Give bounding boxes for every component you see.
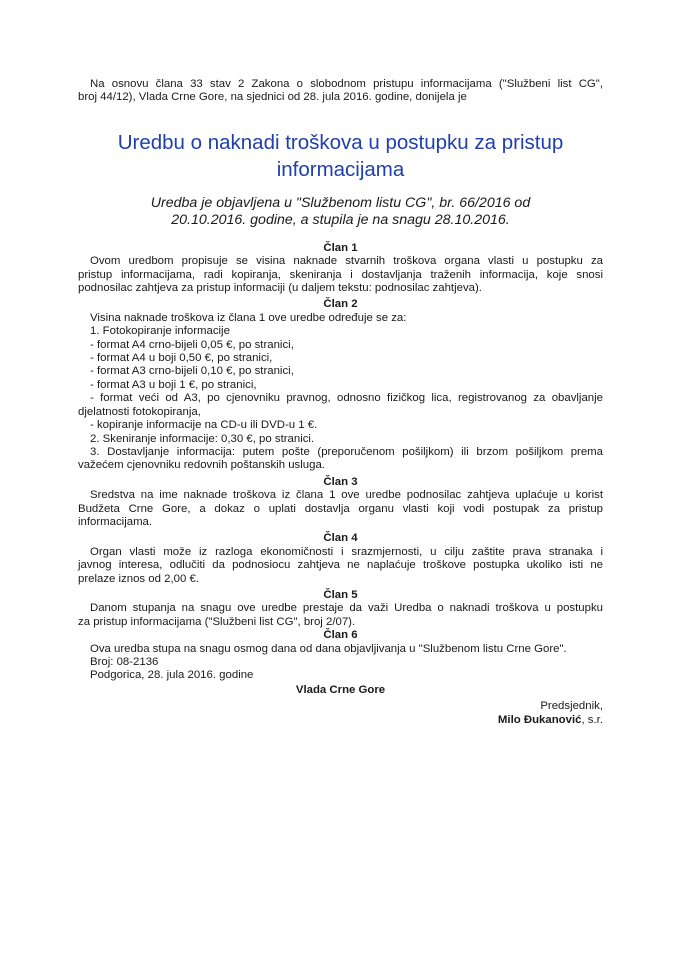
list-item: - format veći od A3, po cjenovniku pravnog, odnosno fizičkog lica, registrovanog za obavljanje xyxy=(90,392,603,405)
article-3 xyxy=(78,476,603,530)
text-line: Budžeta Crne Gore, a dokaz o uplati dostavlja organu vlasti koji vodi postupak za pristup xyxy=(78,502,603,515)
list-item: - format A4 u boji 0,50 €, po stranici, xyxy=(90,352,273,365)
document-number: Broj: 08-2136 xyxy=(90,656,159,668)
government-name: Vlada Crne Gore xyxy=(295,683,386,696)
text-line: važećem cjenovniku redovnih poštanskih usluga. xyxy=(78,459,325,472)
place-date: Podgorica, 28. jula 2016. godine xyxy=(90,669,254,682)
list-item: 2. Skeniranje informacije: 0,30 €, po stranici. xyxy=(90,432,315,445)
text-line: podnosilac zahtjeva za pristup informaciji (u daljem tekstu: podnosilac zahtjeva). xyxy=(78,282,482,295)
text-line: Danom stupanja na snagu ove uredbe prestaje da važi Uredba o naknadi troškova u postupku xyxy=(90,602,603,615)
signer-name: Milo Đukanović xyxy=(497,713,582,726)
text-line: Ovom uredbom propisuje se visina naknade stvarnih troškova organa vlasti u postupku za xyxy=(90,255,603,268)
intro-line: Na osnovu člana 33 stav 2 Zakona o slobodnom pristupu informacijama ("Službeni list CG", xyxy=(90,78,603,90)
text-line: informacijama. xyxy=(78,515,153,528)
list-item: 3. Dostavljanje informacija: putem pošte (preporučenom pošiljkom) ili brzom pošiljkom prema xyxy=(90,445,603,458)
signer-suffix: , s.r. xyxy=(581,713,603,726)
document-page xyxy=(78,78,603,727)
text-line: djelatnosti fotokopiranja, xyxy=(78,405,201,418)
article-heading: Član 5 xyxy=(323,588,358,601)
text-line: Sredstva na ime naknade troškova iz člana 1 ove uredbe podnosilac zahtjeva uplaćuje u korist xyxy=(90,489,603,502)
article-heading: Član 6 xyxy=(323,629,358,642)
text-line: javnog interesa, odlučiti da podnosiocu zahtjeva ne naplaćuje troškove postupka ukoliko isti ne xyxy=(78,559,603,572)
title-line: Uredbu o naknadi troškova u postupku za pristup xyxy=(117,130,564,154)
signer-title: Predsjednik, xyxy=(540,700,603,713)
signature-block xyxy=(78,700,603,727)
article-6 xyxy=(78,629,603,656)
article-heading: Član 3 xyxy=(323,475,358,488)
list-item: 1. Fotokopiranje informacije xyxy=(90,325,230,338)
intro-line: broj 44/12), Vlada Crne Gore, na sjednici od 28. jula 2016. godine, donijela je xyxy=(78,91,467,104)
article-heading: Član 1 xyxy=(323,241,358,254)
list-item: - kopiranje informacije na CD-u ili DVD-u 1 €. xyxy=(90,419,318,432)
article-5 xyxy=(78,589,603,629)
subtitle-line: Uredba je objavljena u "Službenom listu CG", br. 66/2016 od xyxy=(150,194,531,211)
subtitle-line: 20.10.2016. godine, a stupila je na snagu 28.10.2016. xyxy=(171,211,510,228)
text-line: prelaze iznos od 2,00 €. xyxy=(78,572,199,585)
list-item: - format A3 crno-bijeli 0,10 €, po stranici, xyxy=(90,365,294,378)
text-line: Visina naknade troškova iz člana 1 ove uredbe određuje se za: xyxy=(90,311,407,324)
text-line: pristup informacijama, radi kopiranja, skeniranja i dostavljanja traženih informacija, koje snosi xyxy=(78,268,603,281)
article-1 xyxy=(78,242,603,296)
document-title xyxy=(78,129,603,183)
title-line: informacijama xyxy=(276,157,405,181)
article-heading: Član 4 xyxy=(323,532,358,545)
text-line: za pristup informacijama ("Službeni list CG", broj 2/07). xyxy=(78,615,356,628)
article-4 xyxy=(78,532,603,586)
article-2 xyxy=(78,298,603,472)
list-item: - format A3 u boji 1 €, po stranici, xyxy=(90,378,257,391)
publication-note xyxy=(78,195,603,229)
list-item: - format A4 crno-bijeli 0,05 €, po stranici, xyxy=(90,338,294,351)
signer xyxy=(78,714,603,727)
text-line: Ova uredba stupa na snagu osmog dana od dana objavljivanja u "Službenom listu Crne Gore". xyxy=(90,642,567,655)
text-line: Organ vlasti može iz razloga ekonomičnosti i srazmjernosti, u cilju zaštite prava stranaka i xyxy=(90,545,603,558)
article-heading: Član 2 xyxy=(323,298,358,311)
